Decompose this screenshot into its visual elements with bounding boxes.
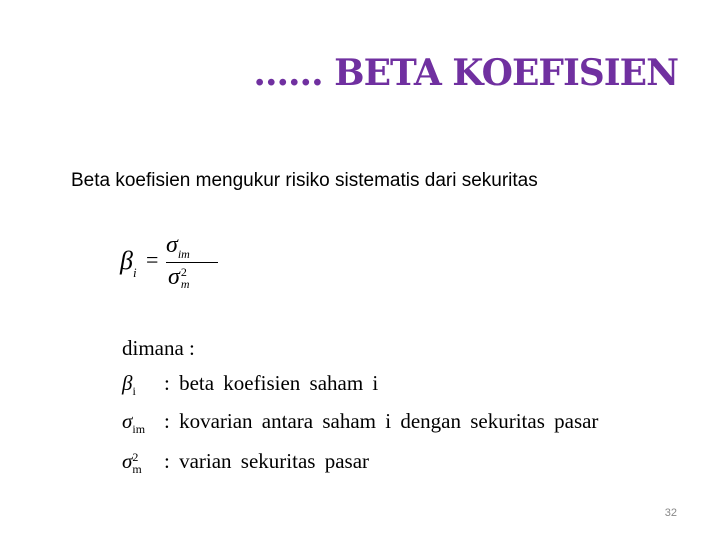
page-number: 32 bbox=[664, 507, 677, 519]
sigma-symbol: σ bbox=[122, 409, 133, 433]
sigma-symbol: σ bbox=[168, 264, 180, 290]
legend-item-variance bbox=[122, 449, 369, 475]
denominator-superscript: 2 bbox=[180, 265, 187, 280]
legend-superscript: 2 bbox=[132, 450, 139, 465]
legend-description: : varian sekuritas pasar bbox=[164, 449, 370, 473]
legend-item-covariance bbox=[122, 409, 598, 437]
legend-symbol bbox=[122, 409, 164, 437]
legend-symbol bbox=[122, 371, 164, 399]
legend-scripts bbox=[132, 451, 141, 475]
beta-symbol: β bbox=[122, 371, 133, 395]
formula-denominator bbox=[168, 264, 190, 291]
legend-subscript: m bbox=[132, 462, 142, 477]
legend-symbol bbox=[122, 449, 164, 475]
legend-description: : kovarian antara saham i dengan sekuritas pasar bbox=[164, 409, 599, 433]
legend-subscript: i bbox=[132, 384, 136, 399]
denominator-subscript: m bbox=[180, 277, 190, 292]
legend-subscript: im bbox=[132, 422, 146, 437]
slide-title: ...... BETA KOEFISIEN bbox=[253, 52, 678, 94]
denominator-scripts bbox=[181, 266, 190, 290]
formula-lhs bbox=[120, 246, 137, 279]
legend-item-beta bbox=[122, 371, 378, 399]
fraction-bar bbox=[166, 262, 218, 263]
formula-numerator bbox=[166, 232, 190, 262]
beta-formula bbox=[120, 232, 260, 292]
beta-symbol: β bbox=[120, 246, 133, 275]
legend-heading: dimana : bbox=[122, 336, 195, 360]
intro-text: Beta koefisien mengukur risiko sistematis dari sekuritas bbox=[71, 170, 538, 191]
sigma-symbol: σ bbox=[122, 449, 133, 473]
equals-sign: = bbox=[146, 247, 159, 272]
numerator-subscript: im bbox=[177, 246, 190, 261]
legend-description: : beta koefisien saham i bbox=[164, 371, 379, 395]
beta-subscript: i bbox=[132, 265, 137, 281]
sigma-symbol: σ bbox=[166, 232, 178, 258]
